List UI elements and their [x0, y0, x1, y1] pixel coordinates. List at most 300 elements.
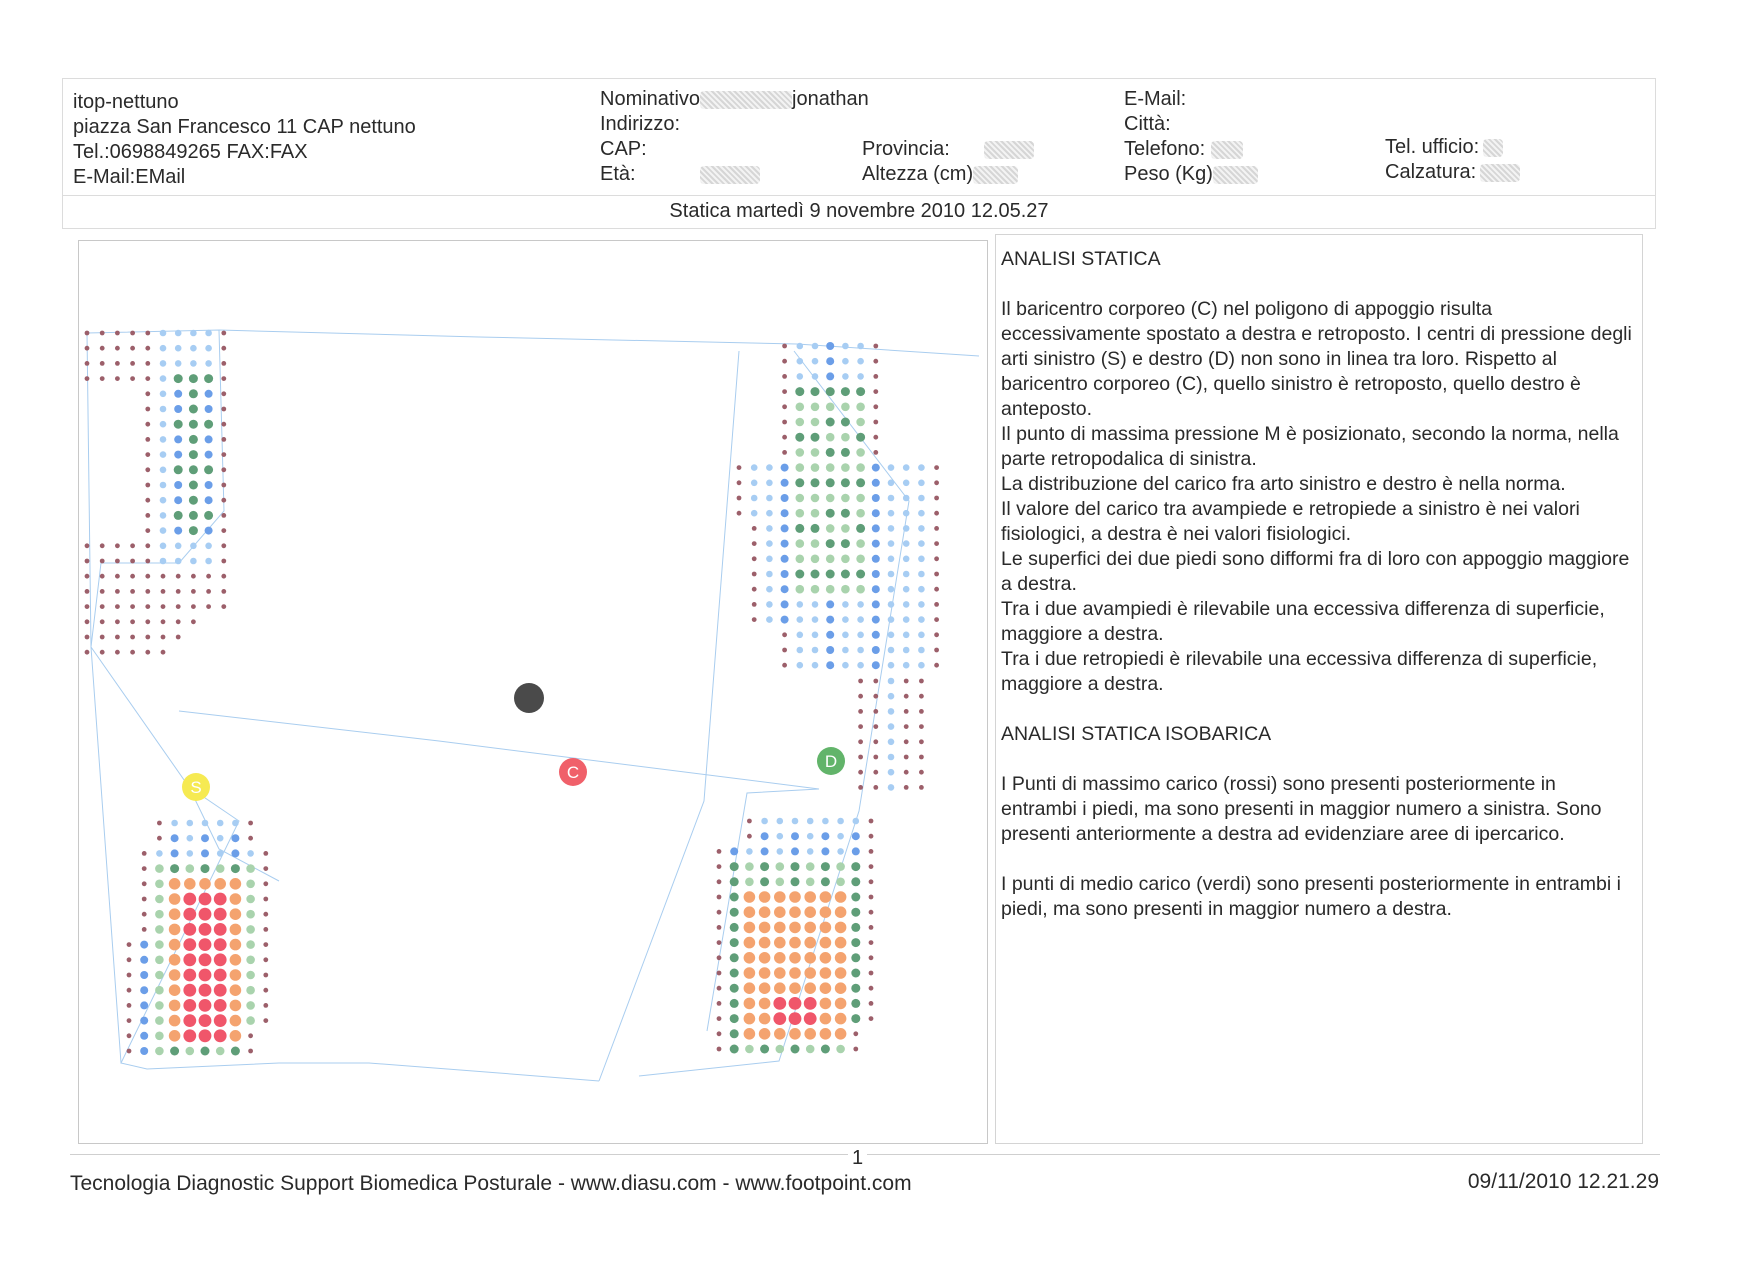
pressure-dot: [869, 895, 874, 900]
pressure-dot: [189, 496, 198, 505]
pressure-dot: [856, 448, 865, 457]
pressure-dot: [199, 908, 212, 921]
pressure-dot: [903, 540, 910, 547]
pressure-dot: [858, 785, 863, 790]
pressure-dot: [183, 908, 196, 921]
pressure-dot: [903, 480, 910, 487]
pressure-dot: [903, 601, 910, 608]
pressure-dot: [826, 403, 835, 412]
pressure-dot: [169, 1030, 181, 1042]
pressure-dot: [85, 376, 90, 381]
pressure-dot: [934, 587, 939, 592]
pressure-dot: [766, 586, 773, 593]
pressure-dot: [205, 435, 213, 443]
pressure-dot: [231, 864, 240, 873]
pressure-dot: [145, 635, 150, 640]
pressure-dot: [826, 570, 835, 579]
foot-pressure-panel: [78, 240, 988, 1144]
pressure-dot: [160, 330, 167, 337]
svg-text:D: D: [824, 752, 838, 771]
pressure-dot: [872, 661, 880, 669]
pressure-dot: [851, 938, 860, 947]
pressure-dot: [918, 601, 925, 608]
pressure-dot: [230, 908, 242, 920]
pressure-dot: [190, 330, 197, 337]
pressure-dot: [797, 601, 804, 608]
pressure-dot: [837, 833, 844, 840]
pressure-dot: [190, 360, 197, 367]
pressure-dot: [190, 345, 197, 352]
pressure-dot: [717, 986, 722, 991]
pressure-dot: [888, 586, 895, 593]
pressure-dot: [759, 937, 771, 949]
pressure-dot: [888, 693, 895, 700]
pressure-dot: [857, 373, 864, 380]
pressure-dot: [130, 559, 135, 564]
pressure-dot: [142, 866, 147, 871]
pressure-dot: [856, 403, 865, 412]
pressure-dot: [934, 663, 939, 668]
pressure-dot: [804, 922, 816, 934]
tel-ufficio-label: Tel. ufficio:: [1385, 136, 1480, 158]
pressure-dot: [205, 543, 212, 550]
pressure-dot: [717, 1016, 722, 1021]
pressure-dot: [774, 982, 786, 994]
pressure-dot: [100, 604, 105, 609]
pressure-dot: [752, 602, 757, 607]
pressure-dot: [858, 679, 863, 684]
pressure-dot: [130, 635, 135, 640]
static-paragraph: Le superfici dei due piedi sono difformi fra di loro con appoggio maggiore a destra.: [1001, 548, 1630, 595]
pressure-dot: [811, 463, 820, 472]
pressure-dot: [774, 1028, 786, 1040]
pressure-dot: [199, 923, 212, 936]
pressure-dot: [804, 937, 816, 949]
pressure-dot: [820, 1028, 832, 1040]
pressure-dot: [221, 513, 226, 518]
pressure-dot: [246, 925, 255, 934]
pressure-dot: [873, 389, 878, 394]
pressure-dot: [186, 1047, 195, 1056]
pressure-dot: [130, 574, 135, 579]
marker-c-center: [559, 758, 587, 786]
pressure-dot: [856, 478, 865, 487]
pressure-dot: [934, 526, 939, 531]
pressure-dot: [160, 406, 167, 413]
pressure-dot: [744, 1028, 756, 1040]
pressure-dot: [205, 496, 213, 504]
pressure-dot: [216, 1047, 225, 1056]
pressure-dot: [773, 1012, 786, 1025]
pressure-dot: [183, 999, 196, 1012]
pressure-dot: [752, 556, 757, 561]
pressure-dot: [857, 632, 864, 639]
pressure-dot: [115, 543, 120, 548]
pressure-dot: [155, 1032, 164, 1041]
pressure-dot: [217, 820, 224, 827]
pressure-dot: [214, 878, 226, 890]
pressure-dot: [759, 1013, 771, 1025]
pressure-dot: [145, 467, 150, 472]
pressure-dot: [730, 862, 739, 871]
pressure-dot: [781, 479, 789, 487]
pressure-dot: [873, 404, 878, 409]
pressure-dot: [888, 480, 895, 487]
pressure-dot: [795, 433, 804, 442]
peso-label: Peso (Kg): [1124, 163, 1213, 185]
pressure-dot: [872, 631, 880, 639]
pressure-dot: [919, 694, 924, 699]
pressure-dot: [934, 496, 939, 501]
pressure-dot: [155, 880, 164, 889]
pressure-dot: [812, 343, 819, 350]
pressure-dot: [797, 632, 804, 639]
pressure-dot: [115, 376, 120, 381]
clinic-phone-fax: Tel.:0698849265 FAX:FAX: [73, 141, 308, 163]
page-number: 1: [848, 1147, 867, 1170]
pressure-dot: [717, 940, 722, 945]
pressure-dot: [130, 650, 135, 655]
pressure-dot: [174, 527, 182, 535]
pressure-dot: [155, 925, 164, 934]
pressure-dot: [127, 1033, 132, 1038]
pressure-dot: [214, 923, 227, 936]
pressure-dot: [789, 982, 801, 994]
pressure-dot: [869, 834, 874, 839]
pressure-dot: [170, 1047, 179, 1056]
pressure-dot: [100, 559, 105, 564]
pressure-dot: [851, 969, 860, 978]
redacted-eta: [700, 166, 760, 184]
pressure-dot: [872, 646, 880, 654]
pressure-dot: [752, 587, 757, 592]
pressure-dot: [869, 1001, 874, 1006]
pressure-dot: [145, 589, 150, 594]
pressure-dot: [766, 616, 773, 623]
pressure-dot: [835, 937, 847, 949]
pressure-dot: [777, 818, 784, 825]
pressure-dot: [789, 1012, 802, 1025]
pressure-dot: [760, 1045, 769, 1054]
pressure-dot: [142, 897, 147, 902]
pressure-dot: [231, 849, 239, 857]
pressure-dot: [822, 818, 829, 825]
pressure-dot: [175, 543, 182, 550]
email-label: E-Mail:: [1124, 88, 1187, 110]
pressure-dot: [760, 862, 769, 871]
pressure-dot: [171, 849, 179, 857]
pressure-dot: [155, 1016, 164, 1025]
static-paragraph: Tra i due retropiedi è rilevabile una eccessiva differenza di superficie, maggiore a destra.: [1001, 648, 1598, 695]
pressure-dot: [230, 954, 242, 966]
pressure-dot: [184, 878, 196, 890]
pressure-dot: [85, 619, 90, 624]
pressure-dot: [760, 877, 769, 886]
pressure-dot: [248, 821, 253, 826]
pressure-dot: [873, 359, 878, 364]
pressure-dot: [888, 601, 895, 608]
pressure-dot: [160, 375, 167, 382]
pressure-dot: [183, 984, 196, 997]
pressure-dot: [189, 405, 198, 414]
pressure-dot: [100, 635, 105, 640]
pressure-dot: [934, 511, 939, 516]
pressure-dot: [888, 754, 895, 761]
pressure-dot: [127, 1003, 132, 1008]
pressure-dot: [795, 478, 804, 487]
pressure-dot: [888, 540, 895, 547]
pressure-dot: [199, 953, 212, 966]
pressure-dot: [142, 881, 147, 886]
pressure-dot: [221, 422, 226, 427]
pressure-dot: [759, 952, 771, 964]
pressure-dot: [214, 908, 227, 921]
pressure-dot: [841, 418, 850, 427]
pressure-dot: [263, 866, 268, 871]
pressure-dot: [747, 819, 752, 824]
pressure-dot: [782, 404, 787, 409]
pressure-dot: [872, 464, 880, 472]
pressure-dot: [774, 937, 786, 949]
pressure-dot: [806, 862, 815, 871]
pressure-dot: [841, 524, 850, 533]
pressure-dot: [263, 881, 268, 886]
pressure-dot: [100, 331, 105, 336]
pressure-dot: [737, 496, 742, 501]
pressure-dot: [221, 604, 226, 609]
pressure-dot: [174, 496, 182, 504]
pressure-dot: [903, 510, 910, 517]
pressure-dot: [791, 862, 800, 871]
pressure-dot: [826, 342, 834, 350]
pressure-dot: [745, 1045, 754, 1054]
pressure-dot: [145, 498, 150, 503]
pressure-dot: [100, 346, 105, 351]
svg-text:C: C: [566, 763, 580, 782]
pressure-dot: [115, 604, 120, 609]
pressure-dot: [873, 374, 878, 379]
pressure-dot: [204, 511, 213, 520]
pressure-dot: [904, 785, 909, 790]
pressure-dot: [231, 834, 239, 842]
pressure-dot: [804, 891, 816, 903]
pressure-dot: [221, 452, 226, 457]
pressure-dot: [826, 387, 835, 396]
pressure-dot: [189, 481, 198, 490]
pressure-dot: [841, 555, 850, 564]
pressure-dot: [221, 391, 226, 396]
pressure-dot: [856, 418, 865, 427]
pressure-dot: [130, 376, 135, 381]
pressure-dot: [842, 343, 849, 350]
pressure-dot: [842, 373, 849, 380]
pressure-dot: [903, 647, 910, 654]
pressure-dot: [214, 1029, 227, 1042]
pressure-dot: [812, 647, 819, 654]
pressure-dot: [857, 616, 864, 623]
pressure-dot: [130, 361, 135, 366]
pressure-dot: [835, 998, 847, 1010]
pressure-dot: [841, 570, 850, 579]
pressure-dot: [872, 616, 880, 624]
pressure-dot: [189, 465, 198, 474]
pressure-dot: [115, 361, 120, 366]
pressure-dot: [170, 864, 179, 873]
pressure-dot: [730, 1029, 739, 1038]
pressure-dot: [904, 755, 909, 760]
pressure-dot: [841, 387, 850, 396]
pressure-dot: [160, 482, 167, 489]
pressure-dot: [934, 541, 939, 546]
pressure-dot: [869, 925, 874, 930]
pressure-dot: [869, 971, 874, 976]
pressure-dot: [934, 648, 939, 653]
pressure-dot: [145, 574, 150, 579]
pressure-dot: [202, 820, 209, 827]
pressure-dot: [797, 616, 804, 623]
pressure-dot: [782, 632, 787, 637]
pressure-dot: [205, 390, 213, 398]
pressure-dot: [774, 967, 786, 979]
pressure-dot: [791, 877, 800, 886]
pressure-dot: [231, 1047, 240, 1056]
pressure-dot: [826, 524, 835, 533]
pressure-dot: [205, 558, 212, 565]
pressure-dot: [903, 662, 910, 669]
pressure-dot: [730, 938, 739, 947]
pressure-dot: [826, 509, 835, 518]
pressure-dot: [142, 912, 147, 917]
pressure-dot: [247, 850, 254, 857]
pressure-dot: [201, 864, 210, 873]
pressure-dot: [263, 957, 268, 962]
pressure-dot: [155, 986, 164, 995]
pressure-dot: [230, 893, 242, 905]
pressure-dot: [782, 359, 787, 364]
pressure-dot: [127, 973, 132, 978]
pressure-dot: [869, 1016, 874, 1021]
pressure-dot: [174, 435, 182, 443]
pressure-dot: [730, 908, 739, 917]
isobaric-paragraph-1: I Punti di massimo carico (rossi) sono presenti posteriormente in entrambi i piedi, ma sono presenti in maggior numero a sinistra. Sono presenti anteriormente a destra ad evidenziare aree di ipercarico.: [1001, 773, 1602, 845]
pressure-dot: [221, 574, 226, 579]
pressure-dot: [142, 851, 147, 856]
pressure-dot: [115, 635, 120, 640]
pressure-dot: [717, 925, 722, 930]
pressure-dot: [851, 1014, 860, 1023]
pressure-dot: [869, 819, 874, 824]
pressure-dot: [820, 891, 832, 903]
pressure-dot: [842, 358, 849, 365]
pressure-dot: [811, 433, 820, 442]
pressure-dot: [221, 346, 226, 351]
pressure-dot: [858, 709, 863, 714]
pressure-dot: [826, 616, 834, 624]
pressure-dot: [841, 463, 850, 472]
static-paragraph: Il baricentro corporeo (C) nel poligono di appoggio risulta eccessivamente spostato a destra e retroposto. I centri di pressione degli arti sinistro (S) e destro (D) non sono in linea tra loro. Rispetto al baricentro corporeo (C), quello sinistro è retroposto, quello destro è anteposto.: [1001, 298, 1632, 420]
pressure-dot: [85, 346, 90, 351]
pressure-dot: [730, 847, 738, 855]
pressure-dot: [811, 448, 820, 457]
pressure-dot: [826, 631, 834, 639]
pressure-dot: [792, 818, 799, 825]
pressure-dot: [872, 585, 880, 593]
altezza-label: Altezza (cm): [862, 163, 974, 185]
pressure-dot: [199, 893, 212, 906]
pressure-dot: [873, 435, 878, 440]
pressure-dot: [835, 891, 847, 903]
pressure-dot: [248, 1033, 253, 1038]
pressure-dot: [155, 895, 164, 904]
pressure-dot: [918, 662, 925, 669]
pressure-dot: [857, 601, 864, 608]
pressure-dot: [186, 864, 195, 873]
pressure-dot: [869, 955, 874, 960]
exam-title: Statica martedì 9 novembre 2010 12.05.27: [62, 194, 1656, 229]
pressure-dot: [145, 422, 150, 427]
pressure-dot: [752, 572, 757, 577]
pressure-dot: [174, 451, 182, 459]
pressure-dot: [766, 571, 773, 578]
pressure-dot: [232, 820, 239, 827]
pressure-dot: [837, 818, 844, 825]
pressure-dot: [140, 1032, 148, 1040]
pressure-dot: [873, 709, 878, 714]
pressure-dot: [918, 525, 925, 532]
pressure-dot: [872, 524, 880, 532]
pressure-dot: [888, 723, 895, 730]
pressure-dot: [246, 940, 255, 949]
pressure-dot: [160, 558, 167, 565]
pressure-dot: [160, 512, 167, 519]
pressure-dot: [130, 604, 135, 609]
pressure-dot: [747, 834, 752, 839]
pressure-dot: [806, 1045, 815, 1054]
pressure-dot: [904, 709, 909, 714]
pressure-dot: [221, 498, 226, 503]
pressure-dot: [759, 906, 771, 918]
pressure-dot: [851, 862, 860, 871]
pressure-dot: [873, 724, 878, 729]
pressure-dot: [160, 436, 167, 443]
pressure-dot: [873, 420, 878, 425]
pressure-dot: [263, 988, 268, 993]
isobaric-paragraph-2: I punti di medio carico (verdi) sono presenti posteriormente in entrambi i piedi, ma sono presenti in maggior numero a destra.: [1001, 873, 1621, 920]
pressure-dot: [872, 555, 880, 563]
pressure-dot: [191, 589, 196, 594]
pressure-dot: [217, 835, 224, 842]
pressure-dot: [730, 923, 739, 932]
pressure-dot: [821, 862, 830, 871]
pressure-dot: [199, 999, 212, 1012]
pressure-dot: [873, 344, 878, 349]
pressure-dot: [852, 832, 860, 840]
pressure-dot: [796, 539, 805, 548]
pressure-dot: [230, 924, 242, 936]
pressure-dot: [873, 755, 878, 760]
pressure-dot: [263, 851, 268, 856]
pressure-dot: [263, 973, 268, 978]
marker-d-right: [817, 747, 845, 775]
footer-credits: Tecnologia Diagnostic Support Biomedica Posturale - www.diasu.com - www.footpoint.com: [70, 1172, 912, 1195]
pressure-dot: [169, 878, 181, 890]
pressure-dot: [246, 986, 255, 995]
pressure-dot: [811, 418, 820, 427]
pressure-dot: [100, 361, 105, 366]
pressure-dot: [160, 527, 167, 534]
pressure-dot: [918, 464, 925, 471]
pressure-dot: [205, 527, 213, 535]
